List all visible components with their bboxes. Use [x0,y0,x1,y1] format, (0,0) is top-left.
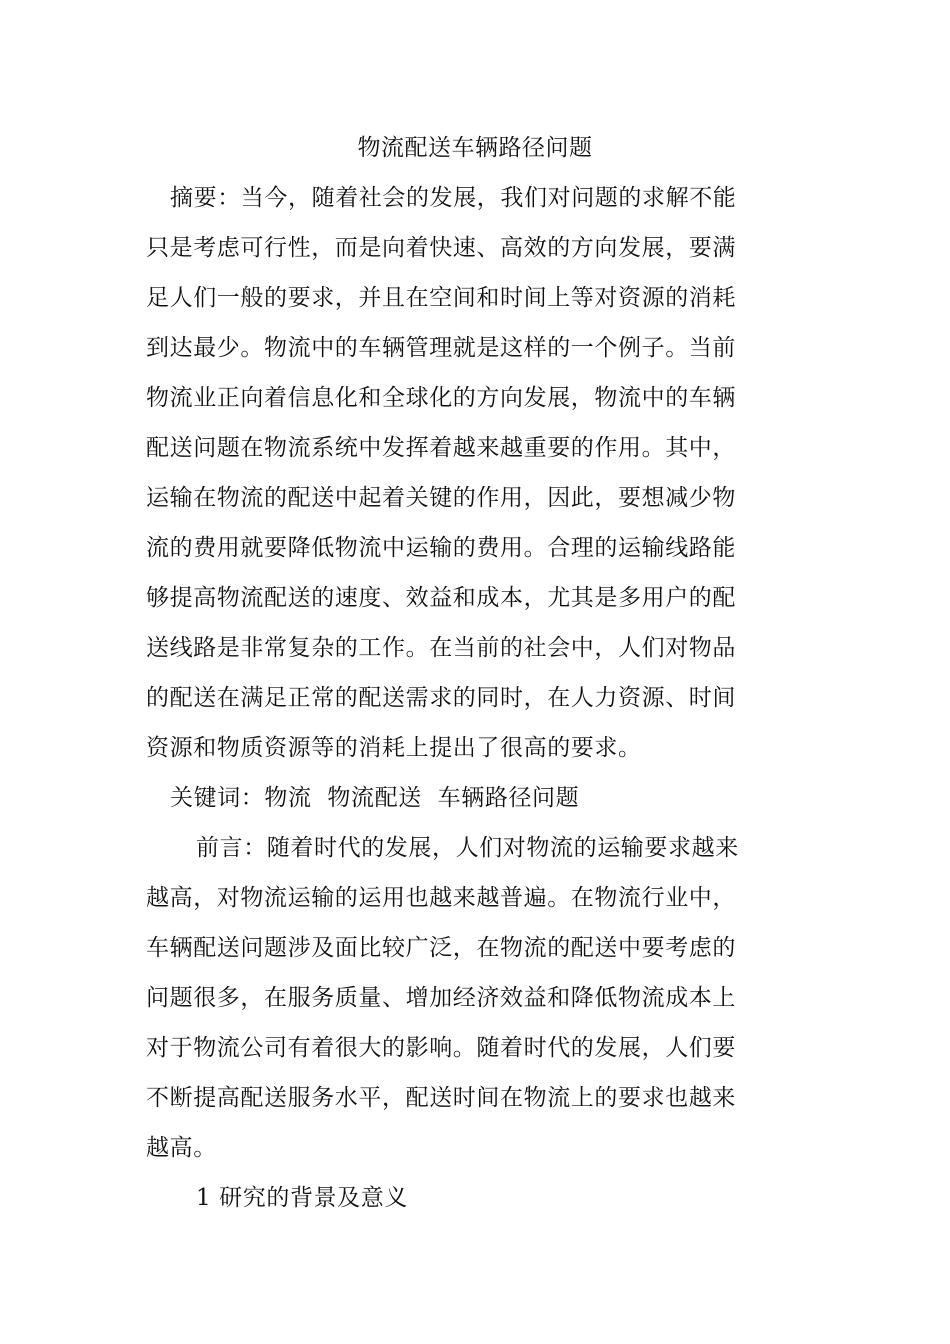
abstract-line: 送线路是非常复杂的工作。在当前的社会中，人们对物品 [146,635,736,661]
preface-line: 前言：随着时代的发展，人们对物流的运输要求越来 [196,835,739,861]
abstract-line: 够提高物流配送的速度、效益和成本，尤其是多用户的配 [146,585,736,611]
preface-line: 越高。 [146,1135,217,1161]
abstract-line: 摘要：当今，随着社会的发展，我们对问题的求解不能 [170,185,737,211]
preface-line: 问题很多，在服务质量、增加经济效益和降低物流成本上 [146,985,736,1011]
section-heading: 1 研究的背景及意义 [196,1185,408,1211]
preface-line: 不断提高配送服务水平，配送时间在物流上的要求也越来 [146,1085,736,1111]
abstract-line: 物流业正向着信息化和全球化的方向发展，物流中的车辆 [146,385,736,411]
preface-line: 越高，对物流运输的运用也越来越普遍。在物流行业中， [146,885,736,911]
abstract-line: 到达最少。物流中的车辆管理就是这样的一个例子。当前 [146,335,736,361]
preface-line: 车辆配送问题涉及面比较广泛，在物流的配送中要考虑的 [146,935,736,961]
abstract-line: 流的费用就要降低物流中运输的费用。合理的运输线路能 [146,535,736,561]
abstract-line: 只是考虑可行性，而是向着快速、高效的方向发展，要满 [146,235,736,261]
abstract-line: 配送问题在物流系统中发挥着越来越重要的作用。其中， [146,435,736,461]
abstract-line: 的配送在满足正常的配送需求的同时，在人力资源、时间 [146,685,736,711]
keywords-line: 关键词：物流 物流配送 车辆路径问题 [170,785,580,811]
abstract-line: 运输在物流的配送中起着关键的作用，因此，要想减少物 [146,485,736,511]
document-title: 物流配送车辆路径问题 [357,135,593,161]
abstract-line: 足人们一般的要求，并且在空间和时间上等对资源的消耗 [146,285,736,311]
preface-line: 对于物流公司有着很大的影响。随着时代的发展，人们要 [146,1035,736,1061]
abstract-line: 资源和物质资源等的消耗上提出了很高的要求。 [146,735,642,761]
